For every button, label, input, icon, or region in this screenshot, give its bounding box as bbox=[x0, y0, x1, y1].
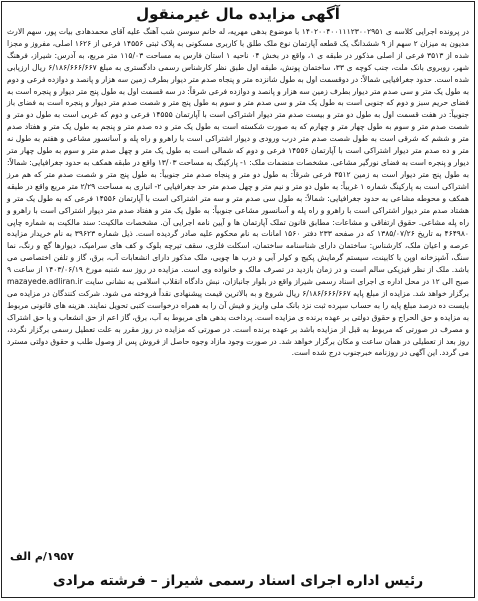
notice-title: آگهی مزایده مال غیرمنقول bbox=[136, 5, 340, 23]
signature-line: رئیس اداره اجرای اسناد رسمی شیراز – فرشته مرادی bbox=[52, 573, 424, 589]
auction-notice bbox=[1, 1, 475, 598]
reference-number: ۱۹۵۷/م الف bbox=[10, 550, 74, 563]
notice-body: در پرونده اجرایی کلاسه ی ۱۴۰۲۰۰۴۰۰۱۱۱۲۳۰۰۲۹۵۱ با موضوع بدهی مهریه، له خانم سوسن شب آهنگ علیه آقای محمدهادی بیات پور، سهم الارث مدیون به میزان ۲ سهم از ۹ ششدانگ یک قطعه آپارتمان نوع ملک طلق با کاربری مسکونی به پلاک ثبتی ۱۴۵۵۶ فرعی از ۱۶۲۶ اصلی، مفروز و مجزا شده از ۳۵۱۳ فرعی از اصلی مذکور در طبقه ی ۱، واقع در بخش ۰۴ ناحیه ۱ استان فارس به مساحت ۱۱۵/۰۳ متر مربع، به آدرس: شیراز، فرهنگ شهر، روبروی بانک ملت، جنب کوچه ی ۳۳، ساختمان پونش، طبقه اول طبق نظر کارشناس رسمی دادگستری به مبلغ ۶/۱۸۶/۶۶۶/۶۶۷ ریال ارزیابی شده است. حدود جغرافیایی شمالاً: در دوقسمت اول به طول شانزده متر و پنجاه صدم متر دیوار بطرف زمین سه هزار و پانصد و دوازده فرعی و دوم به طول یک متر و سی صدم متر دیوار بطرف زمین سه هزار و پانصد و دوازده فرعی شرقاً: در سه قسمت اول به طول پنج متر دیوار و پنجره است به فضای حریم سبز و دوم که جنوبی است به طول یک متر و سی صدم متر و سوم به طول پنج متر و شصت صدم متر دیوار و پنجره است به فضای باز جنوبیاً: در هفت قسمت اول به طول دو متر و بیست صدم متر دیوار اشتراکی است با آپارتمان ۱۴۵۵۵ فرعی و دوم که غربی است به طول دو متر و شصت صدم متر و سوم به طول چهار متر و چهارم که به صورت شکسته است به طول یک متر و ده صدم متر و پنجم به طول یک متر و هفتاد صدم متر و ششم که شرقی است به طول شصت صدم متر درب ورودی و دیوار اشتراکی است با راهرو و راه پله و آسانسور مشاعی و هفتم به طول نه متر و ده صدم متر دیوار اشتراکی است با آپارتمان ۱۴۵۵۶ فرعی و دوم که شمالی است به طول یک متر و چهل صدم متر و سوم به طول چهار متر دیوار و پنجره است به فضای نورگیر مشاعی. مشخصات منضمات ملک: ۱- پارکینگ به مساحت ۱۳/۰۳ واقع در طبقه همکف به حدود جغرافیایی: شمالاً: به طول پنج متر دیوار است به زمین ۳۵۱۲ فرعی شرقاً: به طول دو متر و پنجاه صدم متر جنوبیاً: به طول پنج متر و شصت صدم متر که هم مرز اشتراکی است به پارکینگ شماره ۱ غربیاً: به طول دو متر و نیم متر و چهل صدم متر حد جغرافیایی ۲- انباری به مساحت ۲/۲۹ متر مربع واقع در طبقه همکف و محوطه مشاعی به حدود جغرافیایی: شمالاً: به طول سی صدم متر و سه متر اشتراکی است با آپارتمان ۱۴۵۵۶ فرعی که به طول یک متر و هشتاد صدم متر دیوار اشتراکی است با راهرو و راه پله و آسانسور مشاعی جنوبیاً: به طول یک متر و هفتاد صدم متر دیوار اشتراکی است با راهرو و راه پله مشاعی. حقوق ارتفاقی و مشاعات: مطابق قانون تملک آپارتمان ها و آیین نامه اجرایی آن. مشخصات مالکیت: سند مالکیت به شماره چاپی ۴۶۴۹۸۰ به تاریخ ۱۳۸۵/۰۷/۲۶ که در صفحه ۲۳۳ دفتر ۱۵۶۰ امانات به نام محکوم علیه صادر گردیده است. ذیل شماره ۳۹۶۲۳ به نام خریدار مزایده عرصه و اعیان ملک، کارشناس: ساختمان دارای شناسنامه ساختمان، اسکلت فلزی، سقف تیرچه بلوک و کف های سرامیک، دیوارها گچ و رنگ، نما سنگ، آشپزخانه اوپن با کابینت، سیستم گرمایش پکیج و کولر آبی و درب ها چوبی، ملک مذکور دارای انشعابات آب، برق، گاز و تلفن اختصاصی می باشد. ملک از نظر فیزیکی سالم است و در زمان بازدید در تصرف مالک و خانواده وی است. مزایده در روز سه شنبه مورخ ۱۴۰۳/۰۶/۱۹ از ساعت ۹ صبح الی ۱۲ در محل اداره ی اجرای اسناد رسمی شیراز واقع در بلوار جانبازان، نبش دادگاه انقلاب اسلامی به نشانی سایت mazayede.adliran.ir برگزار خواهد شد. مزایده از مبلغ پایه ۶/۱۸۶/۶۶۶/۶۶۷ ریال شروع و به بالاترین قیمت پیشنهادی نقداً فروخته می شود. شرکت کنندگان در مزایده می بایست ده درصد مبلغ پایه را به حساب سپرده ثبت نزد بانک ملی واریز و فیش آن را به همراه درخواست کتبی تحویل نمایند. هزینه های قانونی مربوط به مزایده و حق الحراج و حقوق دولتی بر عهده برنده ی مزایده است. پرداخت بدهی های مربوط به آب، برق، گاز اعم از حق انشعاب و یا حق اشتراک و مصرف در صورتی که مربوط به قبل از مزایده باشد بر عهده برنده است. در صورتی که مزایده در روز مقرر به علت تعطیل رسمی برگزار نگردد، روز بعد از تعطیلی در همان ساعت و مکان برگزار خواهد شد. در صورت وجود مازاد وجوه حاصل از فروش پس از وصول طلب و حقوق دولتی مسترد می گردد. این آگهی در روزنامه خبرجنوب درج شده است. bbox=[7, 27, 470, 358]
